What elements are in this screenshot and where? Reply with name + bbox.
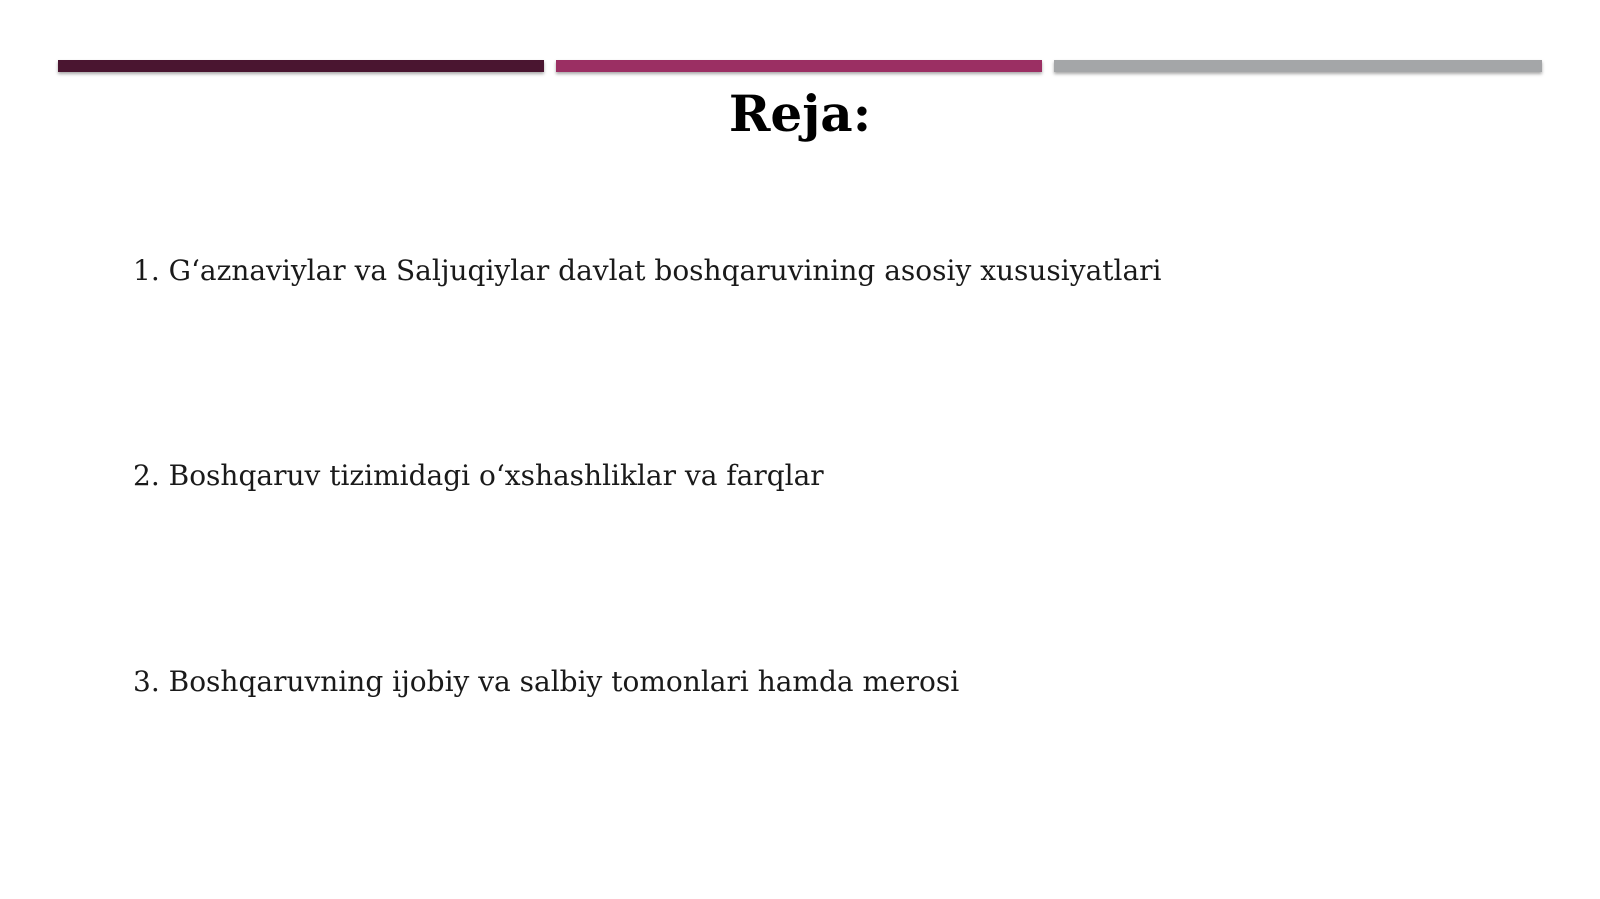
plan-item-1: 1. G‘aznaviylar va Saljuqiylar davlat boshqaruvining asosiy xususiyatlari [133,254,1162,287]
slide-title: Reja: [728,84,872,143]
plan-item-2: 2. Boshqaruv tizimidagi o‘xshashliklar va farqlar [133,459,824,492]
plan-item-3: 3. Boshqaruvning ijobiy va salbiy tomonlari hamda merosi [133,665,960,698]
accent-bar-dark-maroon [58,60,544,72]
accent-bar-magenta [556,60,1042,72]
accent-bars [58,60,1542,72]
accent-bar-gray [1054,60,1542,72]
